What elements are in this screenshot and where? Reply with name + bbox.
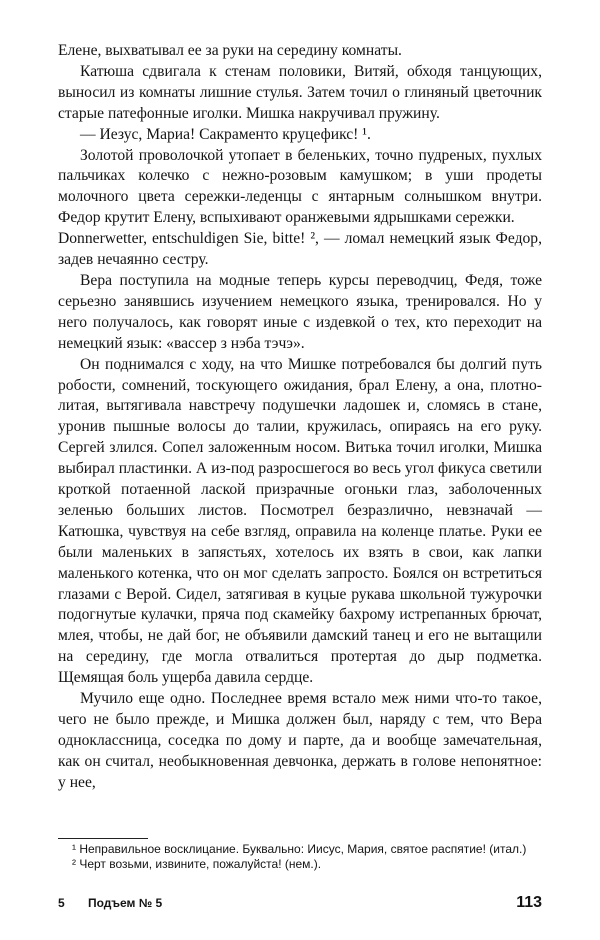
- footnote-divider: [58, 838, 148, 839]
- paragraph: Золотой проволочкой утопает в беленьких, точно пудреных, пухлых пальчиках колечко с нежно-розовым камушком; в уши продеты молочного цвета сережки-леденцы с янтарным солнышком внутри. Федор крутит Елену, вспыхивают оранжевыми ядрышками сережки.: [58, 146, 542, 227]
- paragraph: Елене, выхватывал ее за руки на середину комнаты.: [58, 42, 402, 59]
- footnotes: [62, 842, 540, 872]
- page-number: 113: [516, 894, 542, 911]
- paragraph: Он поднимался с ходу, на что Мишке потребовался бы долгий путь робости, сомнений, тоскующего ожидания, брал Елену, а она, плотно-литая, вытягивала навстречу подушечки ладошек и, сломясь в стане, уронив пышные волосы до талии, кружилась, опираясь на его руку. Сергей злился. Сопел заложенным носом. Витька точил иголки, Мишка выбирал пластинки. А из-под разросшегося во весь угол фикуса светили кроткой потаенной лаской призрачные огоньки глаз, заболоченных зеленью больших листов. Посмотрел безразлично, невзначай — Катюшка, чувствуя на себе взгляд, оправила на коленце платье. Руки ее были маленьких в запястьях, хотелось их взять в свои, как лапки маленького котенка, что он мог сделать запросто. Боялся он встретиться глазами с Верой. Сидел, затягивая в куцые рукава школьной тужурочки подогнутые кулачки, пряча под скамейку бахрому истрепанных брючат, млея, чтобы, не дай бог, не объявили дамский танец и его не вытащили на середину, где могла отвалиться протертая до дыр подметка. Щемящая боль ущерба давила сердце.: [58, 355, 542, 687]
- paragraph: Мучило еще одно. Последнее время встало меж ними что-то такое, чего не было прежде, и Мишка должен был, наряду с тем, что Вера одноклассница, соседка по дому и парте, да и вообще замечательная, как он считал, необыкновенная девчонка, держать в голове непонятное: у нее,: [58, 690, 542, 791]
- paragraph: Катюша сдвигала к стенам половики, Витяй, обходя танцующих, выносил из комнаты лишние стулья. Затем точил о глиняный цветочник старые патефонные иголки. Мишка накручивал пружину.: [58, 62, 542, 122]
- paragraph: Donnerwetter, entschuldigen Sie, bitte! ², — ломал немецкий язык Федор, задев нечаянно сестру.: [58, 230, 542, 269]
- paragraph: — Иезус, Мариа! Сакраменто круцефикс! ¹.: [80, 125, 371, 143]
- footnote: ¹ Неправильное восклицание. Буквально: Иисус, Мария, святое распятие! (итал.): [72, 842, 527, 856]
- footnote: ² Черт возьми, извините, пожалуйста! (нем.).: [72, 857, 322, 871]
- journal-title: Подъем № 5: [88, 896, 163, 910]
- page-footer: [58, 896, 542, 918]
- paragraph: Вера поступила на модные теперь курсы переводчиц, Федя, тоже серьезно занявшись изучением немецкого языка, тренировался. Но у него получалось, как говорят иные с издевкой о тех, кто переходит на немецкий язык: «вассер з нэба тэчэ».: [58, 271, 542, 352]
- signature-mark: 5: [58, 896, 65, 910]
- main-text: [58, 41, 542, 794]
